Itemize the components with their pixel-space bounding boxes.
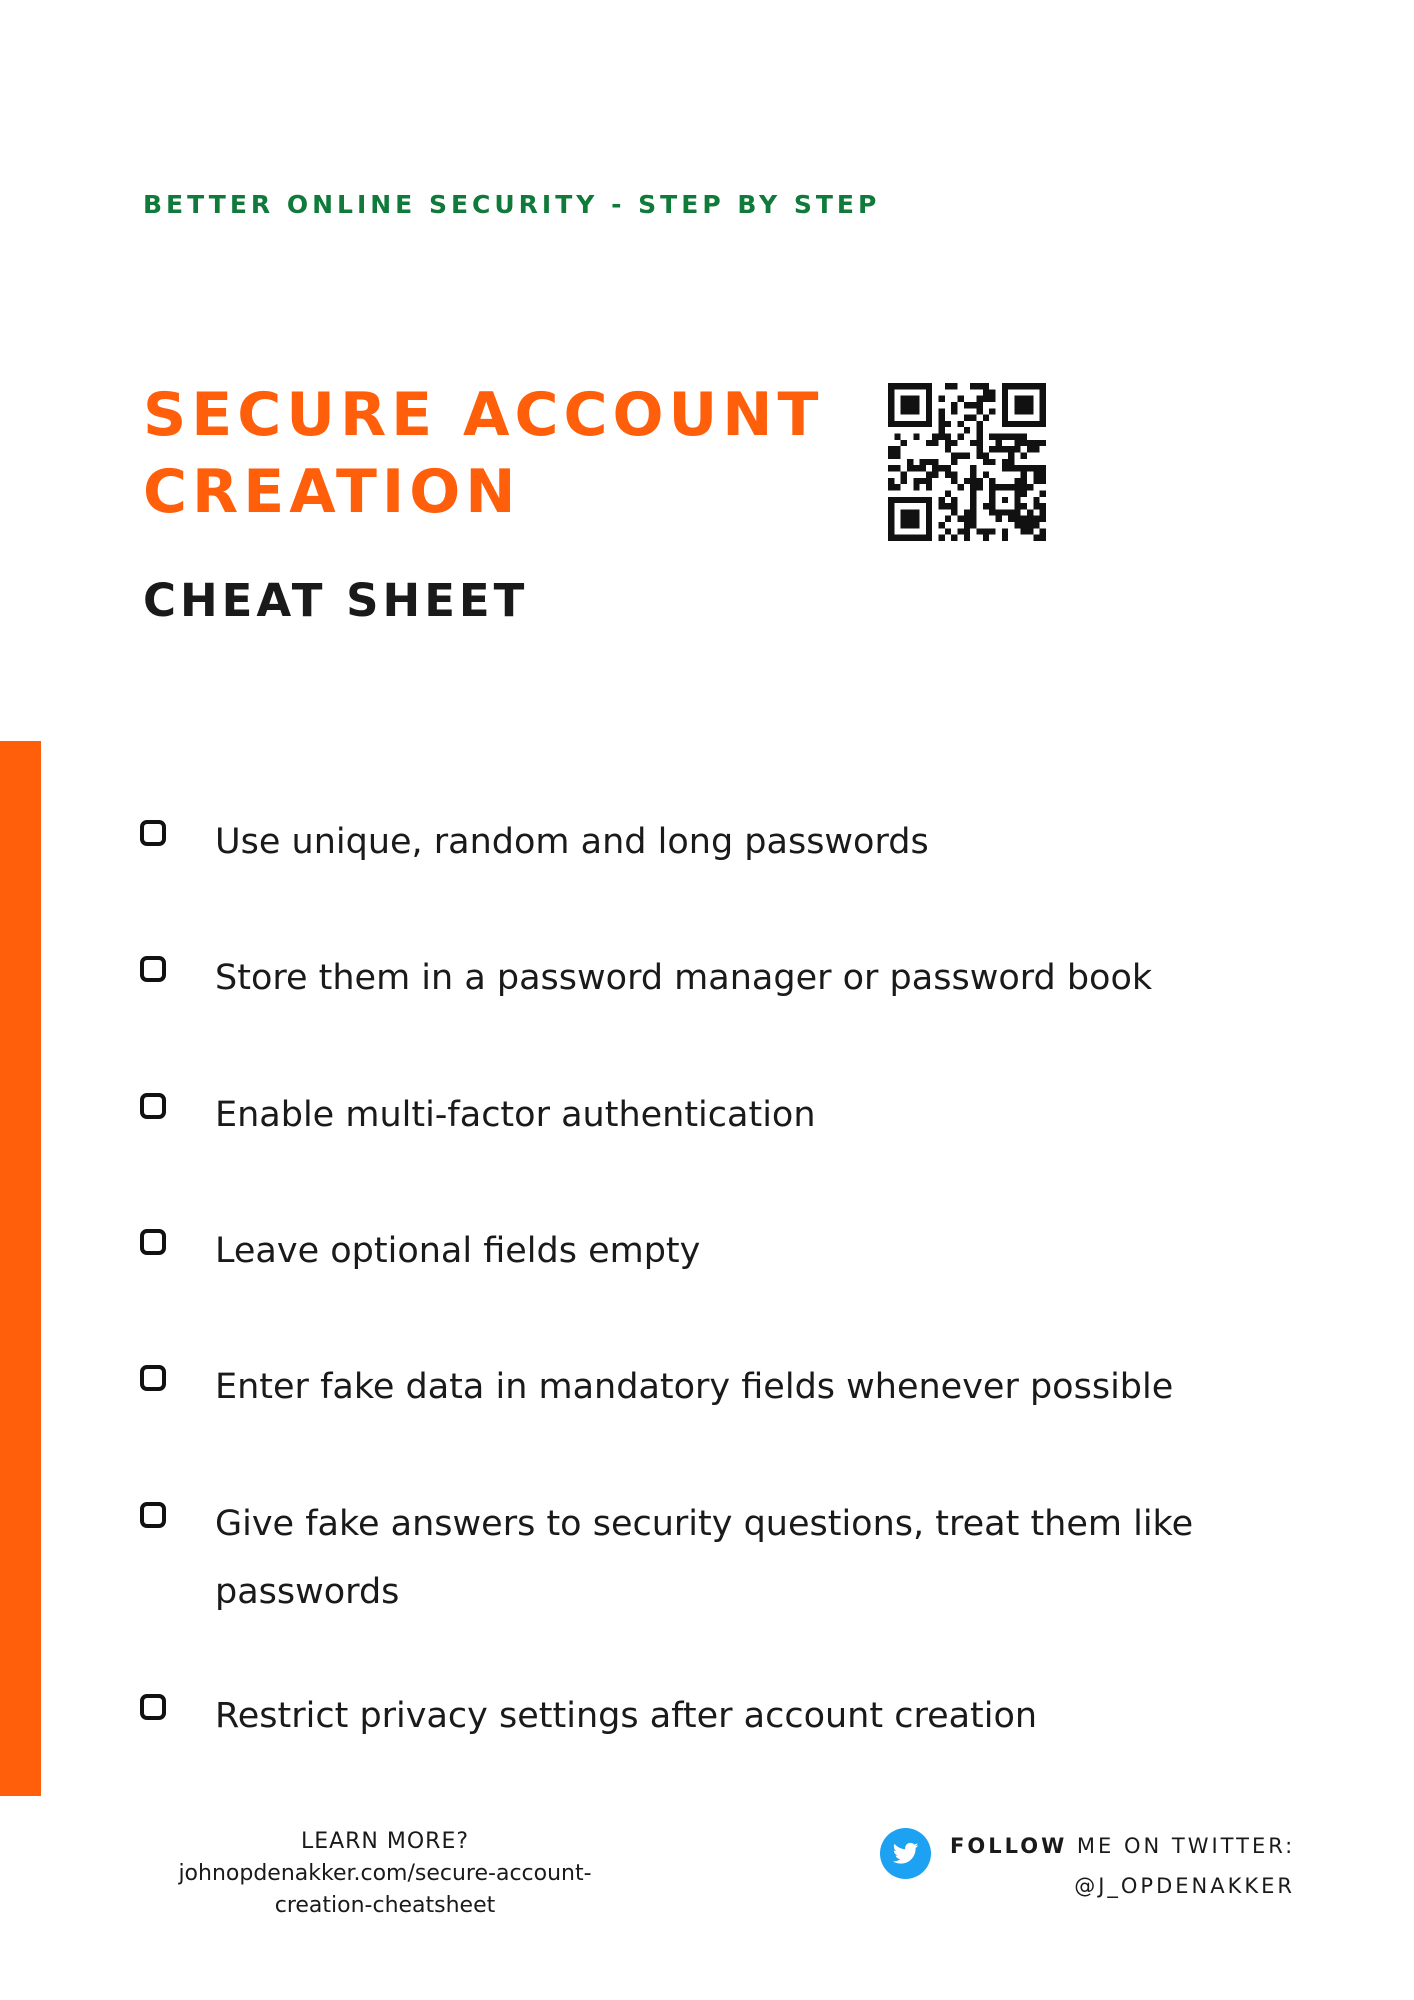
checkbox[interactable]: [140, 1229, 166, 1255]
kicker-heading: BETTER ONLINE SECURITY - STEP BY STEP: [143, 190, 881, 219]
checklist-item-label: Give fake answers to security questions, treat them like passwords: [215, 1504, 1194, 1612]
title-line-1: SECURE ACCOUNT: [143, 380, 824, 450]
twitter-bird-icon[interactable]: [880, 1828, 931, 1879]
checkbox[interactable]: [140, 956, 166, 982]
subtitle: CHEAT SHEET: [143, 574, 529, 627]
learn-more-label: LEARN MORE?: [300, 1829, 470, 1854]
learn-more: [160, 1826, 610, 1922]
checklist-item-label: Store them in a password manager or password book: [215, 958, 1153, 998]
page-title: [143, 377, 863, 531]
checklist-item-label: Restrict privacy settings after account creation: [215, 1696, 1038, 1736]
title-line-2: CREATION: [143, 457, 521, 527]
qr-code[interactable]: [888, 383, 1046, 541]
twitter-handle[interactable]: @J_OPDENAKKER: [1074, 1874, 1295, 1898]
follow-label: [950, 1826, 1295, 1866]
checkbox[interactable]: [140, 1365, 166, 1391]
accent-bar: [0, 741, 41, 1796]
follow-prefix: FOLLOW: [950, 1834, 1068, 1858]
checkbox[interactable]: [140, 1093, 166, 1119]
checkbox[interactable]: [140, 1502, 166, 1528]
follow-rest: ME ON TWITTER:: [1067, 1834, 1296, 1858]
checkbox[interactable]: [140, 820, 166, 846]
learn-more-link[interactable]: johnopdenakker.com/secure-account-creation-cheatsheet: [178, 1861, 592, 1918]
checklist-item-label: Enable multi-factor authentication: [215, 1095, 816, 1135]
checklist-item-label: Leave optional fields empty: [215, 1231, 701, 1271]
follow-twitter: [950, 1826, 1295, 1906]
checkbox[interactable]: [140, 1694, 166, 1720]
checklist-item-label: Enter fake data in mandatory fields whenever possible: [215, 1367, 1174, 1407]
checklist-item-label: Use unique, random and long passwords: [215, 822, 929, 862]
